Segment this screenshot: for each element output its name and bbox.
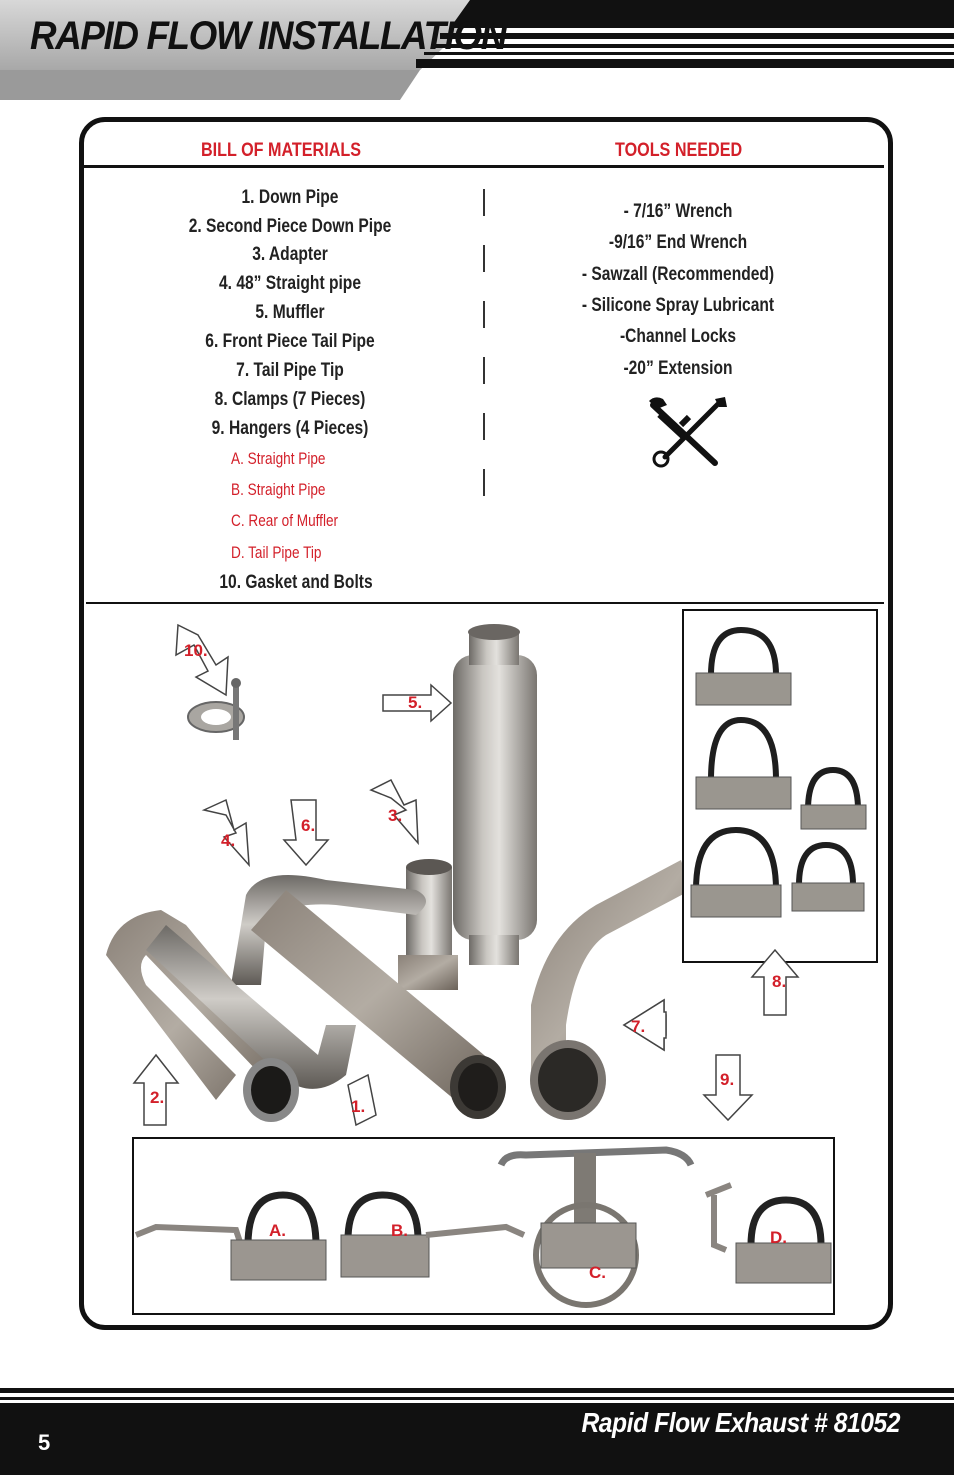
bom-sub-item: B. Straight Pipe — [231, 480, 326, 499]
callout-6: 6. — [301, 816, 316, 835]
column-divider — [483, 189, 485, 216]
callout-arrow-10 — [176, 625, 228, 695]
parts-photo — [86, 605, 884, 1317]
hanger-label-b: B. — [391, 1221, 408, 1240]
bom-sub-item: D. Tail Pipe Tip — [231, 543, 322, 562]
tool-item: -20” Extension — [623, 358, 733, 379]
tool-item: - Silicone Spray Lubricant — [581, 295, 775, 316]
bom-item: 3. Adapter — [252, 244, 328, 265]
column-divider — [483, 413, 485, 440]
page-title: RAPID FLOW INSTALLATION — [30, 14, 506, 58]
hanger-label-a: A. — [269, 1221, 286, 1240]
callout-10: 10. — [184, 641, 208, 660]
bom-item: 5. Muffler — [255, 302, 325, 323]
callout-7: 7. — [631, 1017, 646, 1036]
footer-title: Rapid Flow Exhaust # 81052 — [581, 1407, 900, 1438]
tool-item: - Sawzall (Recommended) — [581, 264, 775, 285]
callout-9: 9. — [720, 1070, 735, 1089]
hangers-box — [133, 1138, 834, 1314]
callout-4: 4. — [221, 831, 236, 850]
callout-3: 3. — [388, 806, 403, 825]
callout-5: 5. — [408, 693, 423, 712]
bom-item: 7. Tail Pipe Tip — [236, 360, 344, 381]
tool-item: -9/16” End Wrench — [608, 232, 748, 253]
column-divider — [483, 245, 485, 272]
callout-8: 8. — [772, 972, 787, 991]
bom-item: 9. Hangers (4 Pieces) — [211, 418, 369, 439]
column-divider — [483, 469, 485, 496]
tool-item: - 7/16” Wrench — [623, 201, 733, 222]
page-number: 5 — [38, 1430, 51, 1455]
bom-item: 8. Clamps (7 Pieces) — [214, 389, 366, 410]
bom-item: 10. Gasket and Bolts — [219, 572, 373, 593]
column-divider — [483, 357, 485, 384]
section-divider — [86, 602, 884, 604]
bom-item: 2. Second Piece Down Pipe — [188, 216, 392, 237]
tail-pipe-tip-part — [530, 860, 691, 1120]
tools-icon — [645, 395, 729, 469]
hanger-label-c: C. — [589, 1263, 606, 1282]
bom-item: 4. 48” Straight pipe — [219, 273, 361, 294]
muffler-part — [453, 624, 537, 965]
tools-heading: TOOLS NEEDED — [615, 140, 743, 161]
bom-heading: BILL OF MATERIALS — [201, 140, 361, 161]
callout-1: 1. — [351, 1097, 366, 1116]
bom-sub-item: A. Straight Pipe — [231, 449, 326, 468]
adapter-part — [398, 859, 458, 990]
tool-item: -Channel Locks — [619, 326, 737, 347]
callout-2: 2. — [150, 1088, 165, 1107]
bom-item: 1. Down Pipe — [241, 187, 339, 208]
bom-item: 6. Front Piece Tail Pipe — [205, 331, 375, 352]
column-divider — [483, 301, 485, 328]
bom-sub-item: C. Rear of Muffler — [231, 511, 339, 530]
hanger-label-d: D. — [770, 1228, 787, 1247]
header-divider — [84, 165, 884, 168]
